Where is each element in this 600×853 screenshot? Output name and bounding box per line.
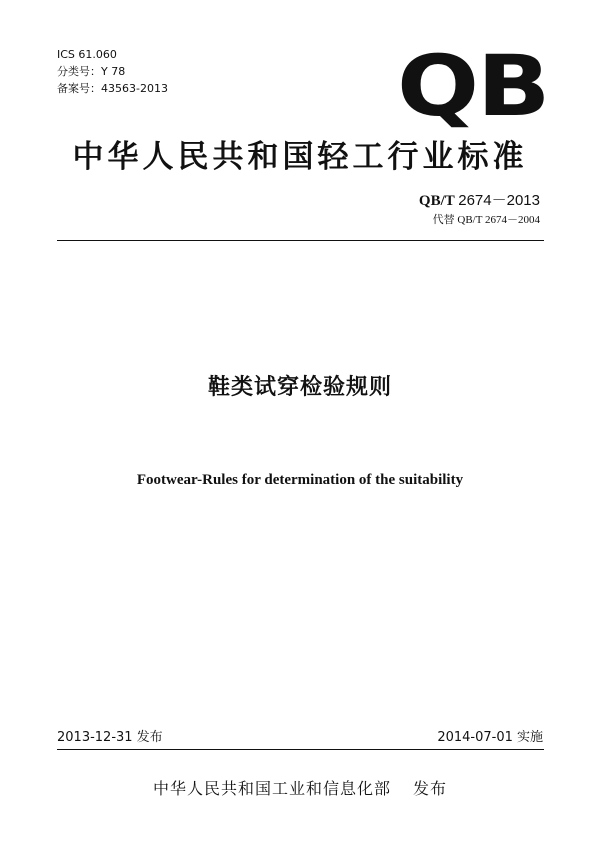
title-chinese: 鞋类试穿检验规则 [207, 375, 392, 400]
meta-block [57, 46, 168, 97]
implementation-date: 2014-07-01 实施 [437, 730, 543, 745]
organization-title: 中华人民共和国轻工行业标准 [72, 139, 528, 175]
issue-date: 2013-12-31 发布 [57, 730, 163, 745]
issuer-name: 中华人民共和国工业和信息化部 [152, 779, 391, 798]
top-divider [57, 240, 544, 241]
bottom-divider [57, 749, 544, 750]
issuer-line [0, 776, 600, 799]
qb-logo: QB [397, 37, 549, 135]
standard-number [419, 189, 540, 210]
replaces-standard: 代替 QB/T 2674－2004 [432, 214, 540, 226]
classification-code: 分类号：Y 78 [57, 65, 126, 78]
title-english: Footwear-Rules for determination of the suitability [136, 472, 464, 488]
standard-prefix: QB/T [418, 193, 455, 209]
record-number: 备案号：43563-2013 [57, 82, 168, 95]
standard-code: 2674－2013 [458, 192, 540, 209]
ics-code: ICS 61.060 [57, 48, 117, 61]
issuer-action: 发布 [413, 779, 448, 798]
